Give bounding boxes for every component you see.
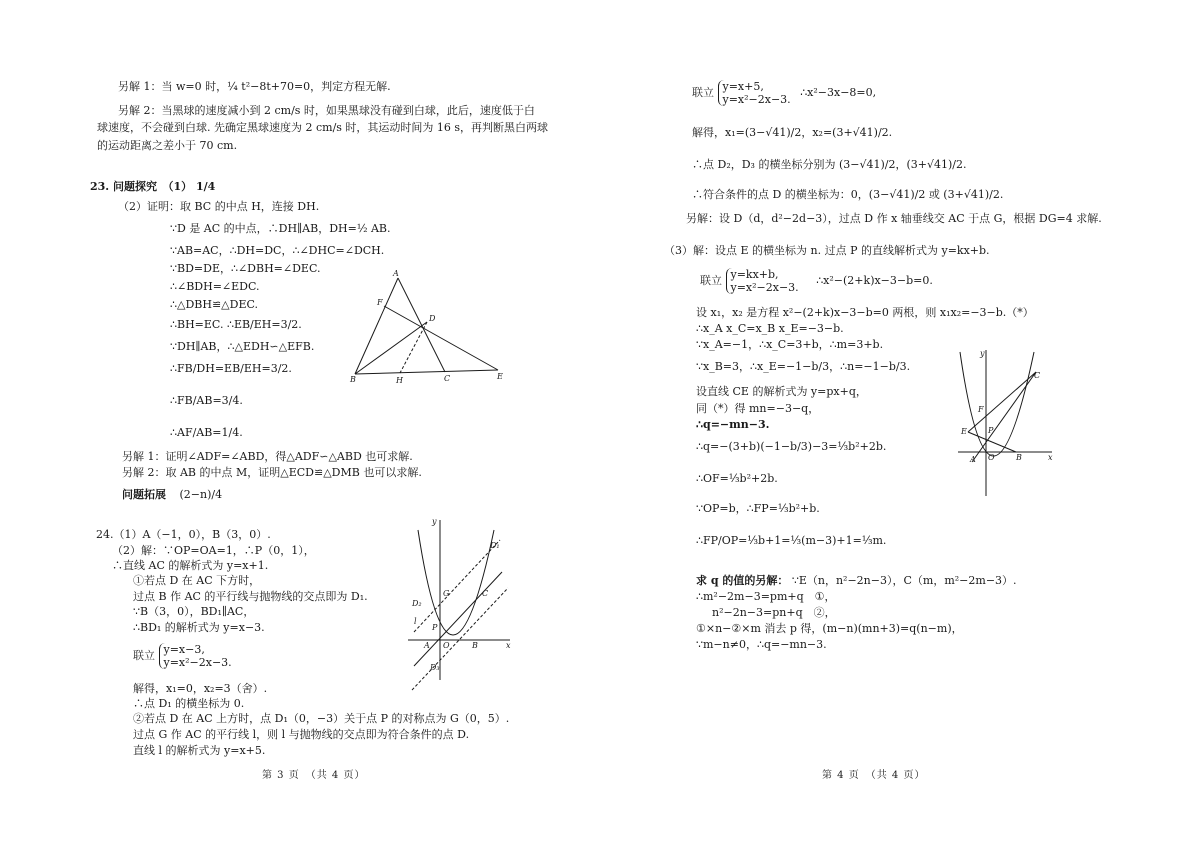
q23-alt-1: 另解 1：证明∠ADF=∠ABD，得△ADF∽△ABD 也可求解.	[122, 450, 413, 463]
q24-line: 解得，x₁=0，x₂=3（舍）.	[133, 682, 268, 695]
alt-q-line: ∵m−n≠0，∴q=−mn−3.	[696, 638, 827, 651]
q23-line: ∴BH=EC. ∴EB/EH=3/2.	[170, 318, 302, 331]
fig24-label: B	[472, 641, 478, 650]
system-eq1: y=x+5,	[722, 80, 764, 93]
q24-line: 过点 G 作 AC 的平行线 l，则 l 与抛物线的交点即为符合条件的点 D.	[133, 728, 470, 741]
fig3-label: O	[988, 453, 995, 462]
alt-q-line: ①×n−②×m 消去 p 得，(m−n)(mn+3)=q(n−m)，	[696, 622, 963, 635]
system-eq2: y=x²−2x−3.	[722, 93, 791, 106]
part3-line: ∵OP=b，∴FP=⅓b²+b.	[696, 502, 820, 515]
fig3-line-eb	[968, 432, 1016, 452]
fig24-line-l	[414, 540, 500, 632]
q23-line: ∴AF/AB=1/4.	[170, 426, 243, 439]
fig23-label: D	[429, 314, 436, 323]
q23-answer-1: 1/4	[195, 180, 216, 193]
q23-extension-answer: (2−n)/4	[179, 488, 223, 501]
fig24-label: D₁	[490, 541, 500, 550]
fig3-label: P	[988, 426, 994, 435]
fig23-label: E	[497, 372, 503, 381]
alt-q-line: ∴m²−2m−3=pm+q ①，	[696, 590, 836, 603]
part3-line: ∴OF=⅓b²+2b.	[696, 472, 778, 485]
fig24-label: G	[443, 589, 450, 598]
fig24-label: A	[424, 641, 430, 650]
part3-line: ∴q=−mn−3.	[696, 418, 770, 431]
q24-line: ∵B（3，0），BD₁∥AC，	[133, 605, 255, 618]
fig3-label: C	[1034, 371, 1041, 380]
fig24-label: P	[432, 623, 438, 632]
fig24-line-bd1	[412, 588, 508, 690]
part3-system-result: ∴x²−(2+k)x−3−b=0.	[816, 274, 933, 287]
q23-line: ∴FB/DH=EB/EH=3/2.	[170, 362, 292, 375]
alt-q-title: 求 q 的值的另解：	[696, 574, 789, 587]
fig23-label: C	[444, 374, 451, 383]
q24-line: （2）解：∵OP=OA=1，∴P（0，1），	[112, 544, 315, 557]
part3-line: ∵x_B=3，∴x_E=−1−b/3，∴n=−1−b/3.	[696, 360, 911, 373]
fig24-parabola-curve	[418, 530, 494, 635]
q24-line: ∴BD₁ 的解析式为 y=x−3.	[133, 621, 265, 634]
q23-alt-2: 另解 2：取 AB 的中点 M，证明△ECD≌△DMB 也可以求解.	[122, 466, 422, 479]
q23-line: （2）证明：取 BC 的中点 H，连接 DH.	[118, 200, 320, 213]
fig3-label: E	[961, 427, 967, 436]
part3-system-label: 联立	[700, 274, 722, 287]
part3-line: ∴q=−(3+b)(−1−b/3)−3=⅓b²+2b.	[696, 440, 887, 453]
part3-line: （3）解：设点 E 的横坐标为 n. 过点 P 的直线解析式为 y=kx+b.	[664, 244, 990, 257]
q24-line: 24.（1）A（−1，0），B（3，0）.	[96, 528, 271, 541]
fig3-label: B	[1016, 453, 1022, 462]
page-footer-4: 第 4 页 （共 4 页）	[822, 770, 926, 781]
fig24-label: D₃	[430, 663, 440, 672]
q24-system-eq2: y=x²−2x−3.	[163, 656, 232, 669]
q23-line: ∵DH∥AB，∴△EDH∽△EFB.	[170, 340, 315, 353]
right-line: ∴点 D₂，D₃ 的横坐标分别为 (3−√41)/2，(3+√41)/2.	[692, 158, 967, 171]
q23-line: ∵BD=DE，∴∠DBH=∠DEC.	[170, 262, 321, 275]
fig23-label: A	[393, 269, 399, 278]
alt-solution-2-line1: 另解 2：当黑球的速度减小到 2 cm/s 时，如果黑球没有碰到白球，此后，速度低于白	[118, 104, 535, 117]
alt-q-line: n²−2n−3=pn+q ②，	[712, 606, 836, 619]
q24-line: ∴点 D₁ 的横坐标为 0.	[133, 697, 245, 710]
q24-system-eq1: y=x−3,	[163, 643, 205, 656]
fig3-line-ce	[968, 372, 1036, 432]
q24-line: ①若点 D 在 AC 下方时，	[133, 574, 261, 587]
fig23-label: H	[396, 376, 403, 385]
fig3-parabola-curve	[960, 352, 1034, 456]
fig3-label: A	[970, 455, 976, 464]
system-result: ∴x²−3x−8=0,	[800, 86, 877, 99]
part3-line: 设 x₁，x₂ 是方程 x²−(2+k)x−3−b=0 两根，则 x₁x₂=−3−b.（*）	[696, 306, 1034, 319]
part3-line: ∴FP/OP=⅓b+1=⅓(m−3)+1=⅓m.	[696, 534, 887, 547]
q24-line: 过点 B 作 AC 的平行线与抛物线的交点即为 D₁.	[133, 590, 368, 603]
q24-system-label: 联立	[133, 649, 155, 662]
q23-extension-label: 问题拓展	[122, 488, 166, 501]
alt-q-line: ∵E（n，n²−2n−3），C（m，m²−2m−3）.	[791, 574, 1017, 587]
fig3-label: x	[1048, 453, 1053, 462]
q23-line: ∴FB/AB=3/4.	[170, 394, 243, 407]
fig23-label: B	[350, 375, 356, 384]
right-line: ∴符合条件的点 D 的横坐标为：0，(3−√41)/2 或 (3+√41)/2.	[692, 188, 1004, 201]
part3-line: 设直线 CE 的解析式为 y=px+q，	[696, 385, 867, 398]
fig3-label: y	[980, 349, 985, 358]
q23-line: ∴△DBH≌△DEC.	[170, 298, 258, 311]
q24-line: ∴直线 AC 的解析式为 y=x+1.	[112, 559, 269, 572]
alt-solution-2-line3: 的运动距离之差小于 70 cm.	[97, 139, 238, 152]
fig24-label: C	[482, 589, 489, 598]
q23-line: ∵D 是 AC 的中点，∴DH∥AB，DH=½ AB.	[170, 222, 391, 235]
fig23-label: F	[377, 298, 383, 307]
right-line: 解得，x₁=(3−√41)/2，x₂=(3+√41)/2.	[692, 126, 893, 139]
fig24-label: O	[443, 641, 450, 650]
system-label: 联立	[692, 86, 714, 99]
q23-title-text: 23. 问题探究 （1）	[90, 180, 193, 193]
fig3-label: F	[978, 405, 984, 414]
fig24-label: D₂	[412, 599, 422, 608]
fig24-label: l	[414, 617, 417, 626]
figure-part3-parabola	[600, 0, 1200, 849]
fig24-label: x	[506, 641, 511, 650]
q23-line: ∵AB=AC，∴DH=DC，∴∠DHC=∠DCH.	[170, 244, 385, 257]
q24-line: 直线 l 的解析式为 y=x+5.	[133, 744, 266, 757]
part3-system-eq1: y=kx+b,	[730, 268, 779, 281]
right-alt-solution: 另解：设 D（d，d²−2d−3），过点 D 作 x 轴垂线交 AC 于点 G，根据 DG=4 求解.	[686, 212, 1102, 225]
fig24-line-ac	[414, 572, 502, 666]
right-page	[600, 0, 1200, 849]
alt-solution-1: 另解 1：当 w=0 时，¼ t²−8t+70=0，判定方程无解.	[118, 80, 391, 93]
part3-system-eq2: y=x²−2x−3.	[730, 281, 799, 294]
part3-line: ∴x_A x_C=x_B x_E=−3−b.	[696, 322, 844, 335]
q23-line: ∴∠BDH=∠EDC.	[170, 280, 260, 293]
fig24-label: y	[432, 517, 437, 526]
page-footer-3: 第 3 页 （共 4 页）	[262, 770, 366, 781]
part3-line: 同（*）得 mn=−3−q，	[696, 402, 820, 415]
part3-line: ∵x_A=−1，∴x_C=3+b，∴m=3+b.	[696, 338, 884, 351]
alt-q-solution-line1	[696, 574, 1017, 588]
alt-solution-2-line2: 球速度，不会碰到白球. 先确定黑球速度为 2 cm/s 时，其运动时间为 16 s，再判断黑白两球	[97, 121, 549, 134]
q24-line: ②若点 D 在 AC 上方时，点 D₁（0，−3）关于点 P 的对称点为 G（0，5）.	[133, 712, 510, 725]
